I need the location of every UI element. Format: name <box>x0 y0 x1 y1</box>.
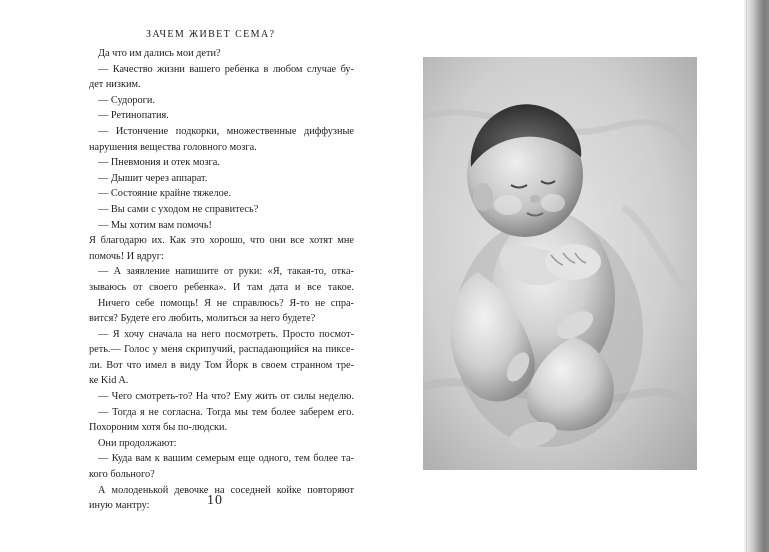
running-head: ЗАЧЕМ ЖИВЕТ СЕМА? <box>146 29 276 40</box>
text-line: зываюсь от своего ребенка». И там дата и все такое. <box>89 281 354 293</box>
newborn-photo <box>423 57 697 470</box>
text-line: — Тогда я не согласна. Тогда мы тем более заберем его. <box>98 406 354 418</box>
text-line: помочь! И вдруг: <box>89 250 164 262</box>
page-number: 10 <box>207 493 223 508</box>
text-line: Ничего себе помощь! Я не справлюсь? Я-то не спра- <box>98 297 354 309</box>
text-line: — Чего смотреть-то? На что? Ему жить от силы неделю. <box>98 391 354 403</box>
text-line: — Дышит через аппарат. <box>98 172 208 184</box>
text-line: — Куда вам к вашим семерым еще одного, тем более та- <box>98 453 354 465</box>
text-line: — Ретинопатия. <box>98 110 169 122</box>
text-line: — Качество жизни вашего ребенка в любом случае бу- <box>98 63 354 75</box>
text-line: — Вы сами с уходом не справитесь? <box>98 203 259 215</box>
body-text <box>89 46 354 514</box>
text-line: ке Kid A. <box>89 375 129 387</box>
text-line: Похороним хотя бы по-людски. <box>89 422 228 434</box>
text-line: иную мантру: <box>89 500 150 512</box>
text-line: — Состояние крайне тяжелое. <box>98 188 232 200</box>
text-line: реть.— Голос у меня скрипучий, распадающийся на пиксе- <box>89 344 354 356</box>
text-line: — Судороги. <box>98 94 155 106</box>
text-line: Я благодарю их. Как это хорошо, что они все хотят мне <box>89 235 354 247</box>
text-line: Да что им дались мои дети? <box>98 48 221 59</box>
text-line: — Пневмония и отек мозга. <box>98 157 220 169</box>
text-line: — Я хочу сначала на него посмотреть. Просто посмот- <box>98 328 354 340</box>
text-line: — Мы хотим вам помочь! <box>98 219 212 231</box>
text-line: кого больного? <box>89 469 155 481</box>
text-line: — Истончение подкорки, множественные диффузные <box>98 125 354 137</box>
text-line: ли. Вот что имел в виду Том Йорк в своем странном тре- <box>89 359 354 371</box>
text-line: дет низким. <box>89 79 141 91</box>
text-line: А молоденькой девочке на соседней койке повторяют <box>98 484 354 496</box>
text-line: — А заявление напишите от руки: «Я, такая-то, отка- <box>98 266 354 278</box>
text-line: Они продолжают: <box>98 437 177 449</box>
page-edge <box>744 0 769 552</box>
text-line: нарушения вещества головного мозга. <box>89 141 257 153</box>
text-line: вится? Будете его любить, молиться за него будете? <box>89 313 316 325</box>
